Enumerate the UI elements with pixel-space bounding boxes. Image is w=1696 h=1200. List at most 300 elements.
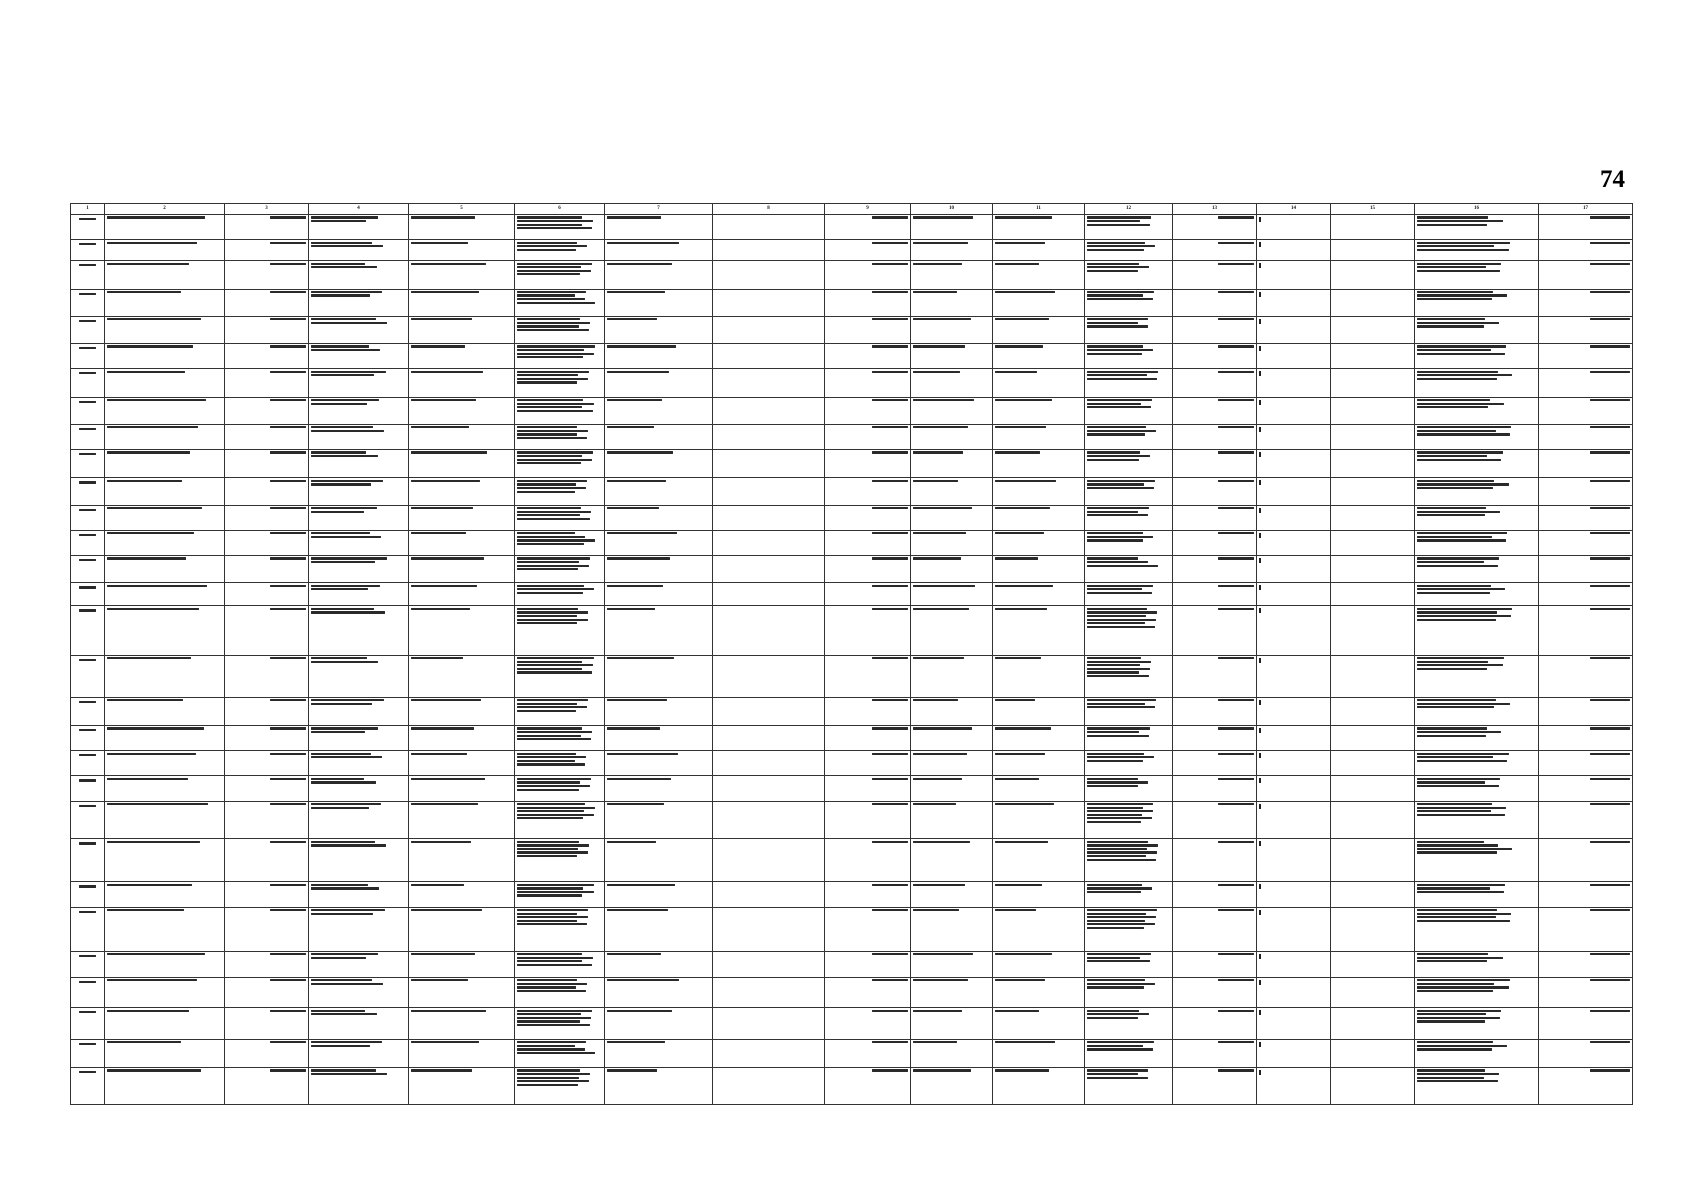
- text-line-mark: [607, 699, 667, 701]
- table-cell: [409, 907, 515, 951]
- text-line-mark: [517, 738, 591, 740]
- text-line-mark: [517, 568, 578, 570]
- text-line-mark: [1417, 220, 1503, 222]
- table-row: [71, 289, 1633, 316]
- table-cell: [911, 289, 993, 316]
- table-cell: [1085, 450, 1173, 478]
- table-cell: [105, 478, 225, 505]
- text-line-mark: [1218, 803, 1254, 805]
- text-line-mark: [311, 263, 365, 265]
- table-cell: [409, 751, 515, 776]
- text-line-mark: [1218, 979, 1254, 981]
- table-cell: [1415, 907, 1539, 951]
- text-line-mark: [872, 699, 908, 701]
- text-line-mark: [270, 451, 306, 453]
- text-line-mark: [107, 451, 190, 453]
- text-line-mark: [1087, 561, 1148, 563]
- text-line-mark: [517, 763, 585, 765]
- table-cell: [105, 726, 225, 751]
- text-line-mark: [107, 480, 182, 482]
- table-cell: [1085, 907, 1173, 951]
- text-line-mark: [872, 585, 908, 587]
- text-line-mark: [872, 291, 908, 293]
- text-line-mark: [1590, 909, 1630, 911]
- table-cell: [1331, 1008, 1415, 1039]
- text-line-mark: [1087, 884, 1142, 886]
- text-line-mark: [1087, 668, 1150, 670]
- text-line-mark: [411, 778, 485, 780]
- text-line-mark: [913, 216, 973, 218]
- text-line-mark: [1087, 430, 1156, 432]
- table-cell: [1539, 478, 1633, 505]
- text-line-mark: [1417, 1013, 1486, 1015]
- table-cell: [825, 344, 911, 369]
- text-line-mark: [517, 245, 587, 247]
- text-line-mark: [107, 1069, 201, 1071]
- text-line-mark: [995, 585, 1053, 587]
- row-number-mark: [79, 428, 96, 430]
- table-cell: [1331, 751, 1415, 776]
- text-line-mark: [270, 371, 306, 373]
- text-line-mark: [995, 727, 1051, 729]
- table-cell: [309, 424, 409, 449]
- text-line-mark: [607, 399, 662, 401]
- table-cell: [105, 882, 225, 907]
- text-line-mark: [517, 329, 589, 331]
- text-line-mark: [517, 810, 584, 812]
- text-line-mark: [517, 532, 575, 534]
- text-line-mark: [517, 543, 584, 545]
- table-cell: [825, 776, 911, 801]
- text-line-mark: [311, 399, 379, 401]
- table-cell: [1173, 240, 1257, 261]
- table-cell: [1085, 839, 1173, 882]
- table-cell: [309, 450, 409, 478]
- text-line-mark: [1417, 778, 1500, 780]
- table-cell: [1173, 726, 1257, 751]
- text-line-mark: [107, 608, 199, 610]
- table-row: [71, 530, 1633, 555]
- text-line-mark: [517, 983, 587, 985]
- text-line-mark: [1218, 699, 1254, 701]
- table-cell: [911, 776, 993, 801]
- table-cell: [409, 882, 515, 907]
- table-cell: [1257, 424, 1331, 449]
- text-line-mark: [311, 371, 386, 373]
- text-line-mark: [913, 557, 961, 559]
- table-cell: [1257, 697, 1331, 725]
- table-cell: [993, 505, 1085, 530]
- text-line-mark: [872, 557, 908, 559]
- text-line-mark: [872, 1069, 908, 1071]
- text-line-mark: [1087, 483, 1144, 485]
- text-line-mark: [411, 909, 482, 911]
- table-cell: [993, 751, 1085, 776]
- table-cell: [1257, 726, 1331, 751]
- table-row: [71, 776, 1633, 801]
- table-cell: [713, 450, 825, 478]
- text-line-mark: [995, 753, 1045, 755]
- text-line-mark: [311, 266, 377, 268]
- table-cell: [713, 478, 825, 505]
- text-line-mark: [1417, 699, 1496, 701]
- registry-table: [70, 203, 1633, 1105]
- table-cell: [825, 606, 911, 655]
- text-line-mark: [311, 430, 384, 432]
- text-line-mark: [311, 511, 364, 513]
- text-line-mark: [1087, 487, 1154, 489]
- text-line-mark: [311, 451, 366, 453]
- text-line-mark: [517, 353, 594, 355]
- text-line-mark: [517, 661, 582, 663]
- text-line-mark: [311, 1013, 377, 1015]
- text-line-mark: [517, 1069, 580, 1071]
- table-cell: [71, 839, 105, 882]
- text-line-mark: [872, 263, 908, 265]
- table-cell: [1331, 424, 1415, 449]
- text-line-mark: [270, 585, 306, 587]
- text-line-mark: [517, 803, 585, 805]
- table-cell: [825, 697, 911, 725]
- text-line-mark: [1087, 249, 1144, 251]
- column-header: 15: [1331, 204, 1415, 215]
- quantity-mark: [1259, 319, 1261, 324]
- text-line-mark: [1087, 1048, 1153, 1050]
- row-number-mark: [79, 1011, 96, 1013]
- text-line-mark: [517, 374, 578, 376]
- text-line-mark: [1417, 480, 1494, 482]
- text-line-mark: [1087, 1017, 1138, 1019]
- text-line-mark: [311, 220, 366, 222]
- table-cell: [309, 583, 409, 606]
- text-line-mark: [107, 318, 201, 320]
- text-line-mark: [411, 532, 466, 534]
- text-line-mark: [270, 727, 306, 729]
- text-line-mark: [872, 1010, 908, 1012]
- table-cell: [309, 951, 409, 977]
- table-cell: [409, 261, 515, 289]
- text-line-mark: [1087, 817, 1152, 819]
- table-cell: [309, 289, 409, 316]
- text-line-mark: [311, 480, 383, 482]
- text-line-mark: [1590, 426, 1630, 428]
- text-line-mark: [517, 778, 591, 780]
- text-line-mark: [872, 884, 908, 886]
- text-line-mark: [1087, 626, 1155, 628]
- row-number-mark: [79, 609, 96, 611]
- text-line-mark: [107, 532, 194, 534]
- text-line-mark: [1590, 451, 1630, 453]
- table-cell: [1173, 478, 1257, 505]
- text-line-mark: [913, 884, 965, 886]
- table-cell: [1539, 751, 1633, 776]
- quantity-mark: [1259, 242, 1261, 247]
- page-number: 74: [1600, 166, 1625, 193]
- text-line-mark: [311, 318, 376, 320]
- table-cell: [605, 424, 713, 449]
- table-cell: [605, 397, 713, 424]
- text-line-mark: [517, 410, 593, 412]
- text-line-mark: [411, 884, 464, 886]
- table-row: [71, 1039, 1633, 1067]
- text-line-mark: [1087, 927, 1144, 929]
- text-line-mark: [607, 585, 663, 587]
- table-cell: [309, 1008, 409, 1039]
- table-cell: [605, 907, 713, 951]
- text-line-mark: [1417, 291, 1493, 293]
- text-line-mark: [107, 753, 196, 755]
- table-cell: [71, 655, 105, 697]
- text-line-mark: [872, 727, 908, 729]
- text-line-mark: [1417, 913, 1511, 915]
- text-line-mark: [270, 263, 306, 265]
- text-line-mark: [1417, 298, 1492, 300]
- table-cell: [309, 505, 409, 530]
- table-cell: [225, 450, 309, 478]
- table-cell: [515, 583, 605, 606]
- table-cell: [1331, 655, 1415, 697]
- table-cell: [409, 801, 515, 839]
- table-cell: [1331, 261, 1415, 289]
- text-line-mark: [270, 803, 306, 805]
- text-line-mark: [517, 539, 595, 541]
- text-line-mark: [311, 349, 380, 351]
- text-line-mark: [1087, 735, 1149, 737]
- text-line-mark: [1087, 983, 1155, 985]
- table-cell: [713, 776, 825, 801]
- table-cell: [825, 369, 911, 397]
- text-line-mark: [270, 557, 306, 559]
- table-cell: [1085, 369, 1173, 397]
- table-cell: [713, 316, 825, 343]
- table-cell: [1173, 839, 1257, 882]
- text-line-mark: [411, 979, 468, 981]
- text-line-mark: [1417, 1080, 1498, 1082]
- table-cell: [225, 240, 309, 261]
- table-cell: [71, 776, 105, 801]
- text-line-mark: [872, 399, 908, 401]
- text-line-mark: [1417, 483, 1509, 485]
- text-line-mark: [517, 403, 594, 405]
- table-cell: [911, 450, 993, 478]
- text-line-mark: [1087, 844, 1158, 846]
- table-cell: [409, 1008, 515, 1039]
- table-cell: [1257, 1068, 1331, 1105]
- table-cell: [911, 505, 993, 530]
- text-line-mark: [311, 1010, 365, 1012]
- table-cell: [993, 697, 1085, 725]
- row-number-mark: [79, 955, 96, 957]
- table-cell: [309, 369, 409, 397]
- table-cell: [309, 655, 409, 697]
- text-line-mark: [517, 455, 582, 457]
- text-line-mark: [517, 322, 590, 324]
- quantity-mark: [1259, 1070, 1261, 1075]
- text-line-mark: [1087, 266, 1149, 268]
- table-cell: [1415, 424, 1539, 449]
- text-line-mark: [995, 1010, 1039, 1012]
- text-line-mark: [913, 345, 965, 347]
- text-line-mark: [1218, 263, 1254, 265]
- table-cell: [409, 1068, 515, 1105]
- table-cell: [309, 977, 409, 1007]
- table-cell: [825, 215, 911, 240]
- text-line-mark: [1087, 298, 1153, 300]
- table-cell: [1415, 316, 1539, 343]
- column-header: 10: [911, 204, 993, 215]
- text-line-mark: [1087, 661, 1151, 663]
- table-cell: [409, 726, 515, 751]
- text-line-mark: [411, 953, 475, 955]
- table-row: [71, 839, 1633, 882]
- column-header: 5: [409, 204, 515, 215]
- text-line-mark: [517, 451, 593, 453]
- text-line-mark: [411, 399, 476, 401]
- quantity-mark: [1259, 480, 1261, 485]
- text-line-mark: [1417, 349, 1491, 351]
- text-line-mark: [872, 532, 908, 534]
- text-line-mark: [107, 291, 181, 293]
- table-cell: [911, 839, 993, 882]
- text-line-mark: [1218, 753, 1254, 755]
- text-line-mark: [1417, 557, 1499, 559]
- text-line-mark: [607, 480, 666, 482]
- text-line-mark: [517, 1052, 595, 1054]
- text-line-mark: [607, 1010, 672, 1012]
- text-line-mark: [1087, 785, 1138, 787]
- table-cell: [105, 424, 225, 449]
- text-line-mark: [1417, 224, 1487, 226]
- table-cell: [825, 505, 911, 530]
- table-cell: [605, 505, 713, 530]
- table-row: [71, 478, 1633, 505]
- text-line-mark: [311, 242, 372, 244]
- table-cell: [713, 751, 825, 776]
- text-line-mark: [995, 1069, 1049, 1071]
- table-cell: [1331, 344, 1415, 369]
- text-line-mark: [1417, 266, 1486, 268]
- text-line-mark: [1417, 216, 1488, 218]
- text-line-mark: [311, 1045, 370, 1047]
- table-cell: [1539, 907, 1633, 951]
- text-line-mark: [995, 557, 1038, 559]
- table-cell: [1331, 801, 1415, 839]
- text-line-mark: [517, 920, 577, 922]
- text-line-mark: [311, 731, 365, 733]
- table-cell: [1415, 606, 1539, 655]
- table-cell: [1085, 1008, 1173, 1039]
- text-line-mark: [1087, 781, 1148, 783]
- text-line-mark: [1087, 916, 1156, 918]
- text-line-mark: [1218, 585, 1254, 587]
- text-line-mark: [995, 608, 1047, 610]
- text-line-mark: [517, 588, 594, 590]
- text-line-mark: [1087, 1073, 1138, 1075]
- text-line-mark: [517, 699, 588, 701]
- quantity-mark: [1259, 753, 1261, 758]
- table-cell: [1415, 261, 1539, 289]
- table-cell: [993, 397, 1085, 424]
- table-cell: [993, 424, 1085, 449]
- table-cell: [605, 530, 713, 555]
- text-line-mark: [517, 964, 592, 966]
- table-cell: [1415, 1008, 1539, 1039]
- text-line-mark: [1087, 588, 1142, 590]
- table-cell: [409, 977, 515, 1007]
- text-line-mark: [1590, 216, 1630, 218]
- table-cell: [1173, 1039, 1257, 1067]
- table-cell: [1331, 776, 1415, 801]
- text-line-mark: [517, 986, 576, 988]
- table-cell: [605, 697, 713, 725]
- text-line-mark: [517, 710, 576, 712]
- text-line-mark: [1087, 565, 1158, 567]
- text-line-mark: [311, 756, 382, 758]
- table-cell: [1539, 882, 1633, 907]
- table-cell: [409, 397, 515, 424]
- table-cell: [1257, 397, 1331, 424]
- text-line-mark: [1417, 378, 1497, 380]
- text-line-mark: [517, 855, 577, 857]
- text-line-mark: [517, 1080, 589, 1082]
- quantity-mark: [1259, 954, 1261, 959]
- text-line-mark: [1590, 371, 1630, 373]
- row-number-mark: [79, 559, 96, 561]
- text-line-mark: [311, 983, 383, 985]
- text-line-mark: [913, 1069, 971, 1071]
- table-cell: [1173, 344, 1257, 369]
- table-cell: [225, 726, 309, 751]
- table-cell: [993, 450, 1085, 478]
- text-line-mark: [517, 561, 579, 563]
- table-cell: [1331, 1039, 1415, 1067]
- quantity-mark: [1259, 910, 1261, 915]
- text-line-mark: [1218, 884, 1254, 886]
- table-cell: [225, 556, 309, 583]
- table-cell: [713, 424, 825, 449]
- text-line-mark: [607, 753, 678, 755]
- table-cell: [225, 697, 309, 725]
- text-line-mark: [311, 532, 370, 534]
- text-line-mark: [872, 841, 908, 843]
- table-cell: [515, 450, 605, 478]
- table-cell: [515, 776, 605, 801]
- table-cell: [105, 215, 225, 240]
- text-line-mark: [913, 426, 968, 428]
- table-cell: [225, 316, 309, 343]
- table-cell: [71, 478, 105, 505]
- text-line-mark: [1417, 735, 1486, 737]
- table-cell: [309, 261, 409, 289]
- text-line-mark: [1417, 909, 1497, 911]
- table-cell: [825, 289, 911, 316]
- text-line-mark: [1417, 703, 1510, 705]
- text-line-mark: [517, 536, 585, 538]
- text-line-mark: [517, 887, 583, 889]
- text-line-mark: [517, 619, 588, 621]
- table-cell: [1539, 369, 1633, 397]
- table-cell: [105, 344, 225, 369]
- text-line-mark: [995, 480, 1056, 482]
- text-line-mark: [1417, 848, 1512, 850]
- text-line-mark: [517, 294, 575, 296]
- text-line-mark: [311, 536, 381, 538]
- table-cell: [713, 907, 825, 951]
- text-line-mark: [1218, 242, 1254, 244]
- text-line-mark: [517, 437, 587, 439]
- text-line-mark: [517, 557, 590, 559]
- table-cell: [1415, 450, 1539, 478]
